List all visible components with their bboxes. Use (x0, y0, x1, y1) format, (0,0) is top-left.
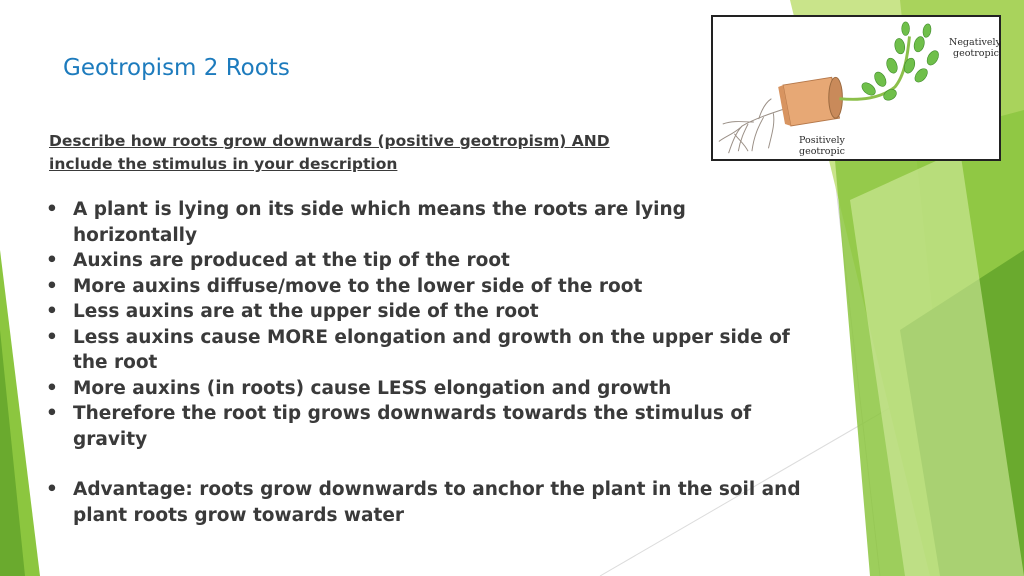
bullet-item: • A plant is lying on its side which means the roots are lying horizontally (44, 197, 814, 248)
bullet-item: • More auxins diffuse/move to the lower side of the root (44, 274, 814, 300)
label-negatively-geotropic: Negatively geotropic (949, 37, 1001, 59)
question-prompt (49, 130, 649, 176)
flower-pot-icon (778, 77, 842, 126)
question-line-1: Describe how roots grow downwards (positive geotropism) AND (49, 132, 610, 150)
bullet-item: • Therefore the root tip grows downwards towards the stimulus of gravity (44, 401, 814, 452)
roots-icon (719, 99, 783, 153)
bullet-list (44, 197, 814, 528)
slide-title: Geotropism 2 Roots (63, 55, 290, 81)
question-line-2: include the stimulus in your description (49, 155, 398, 173)
advantage-item: • Advantage: roots grow downwards to anchor the plant in the soil and plant roots grow towards water (44, 477, 814, 528)
bullet-item: • Less auxins are at the upper side of the root (44, 299, 814, 325)
bullet-item: • More auxins (in roots) cause LESS elongation and growth (44, 376, 814, 402)
leaves-icon (860, 22, 941, 103)
label-positively-geotropic: Positively geotropic (799, 135, 845, 157)
geotropism-illustration (711, 15, 1001, 161)
bullet-item: • Less auxins cause MORE elongation and growth on the upper side of the root (44, 325, 814, 376)
bullet-item: • Auxins are produced at the tip of the root (44, 248, 814, 274)
